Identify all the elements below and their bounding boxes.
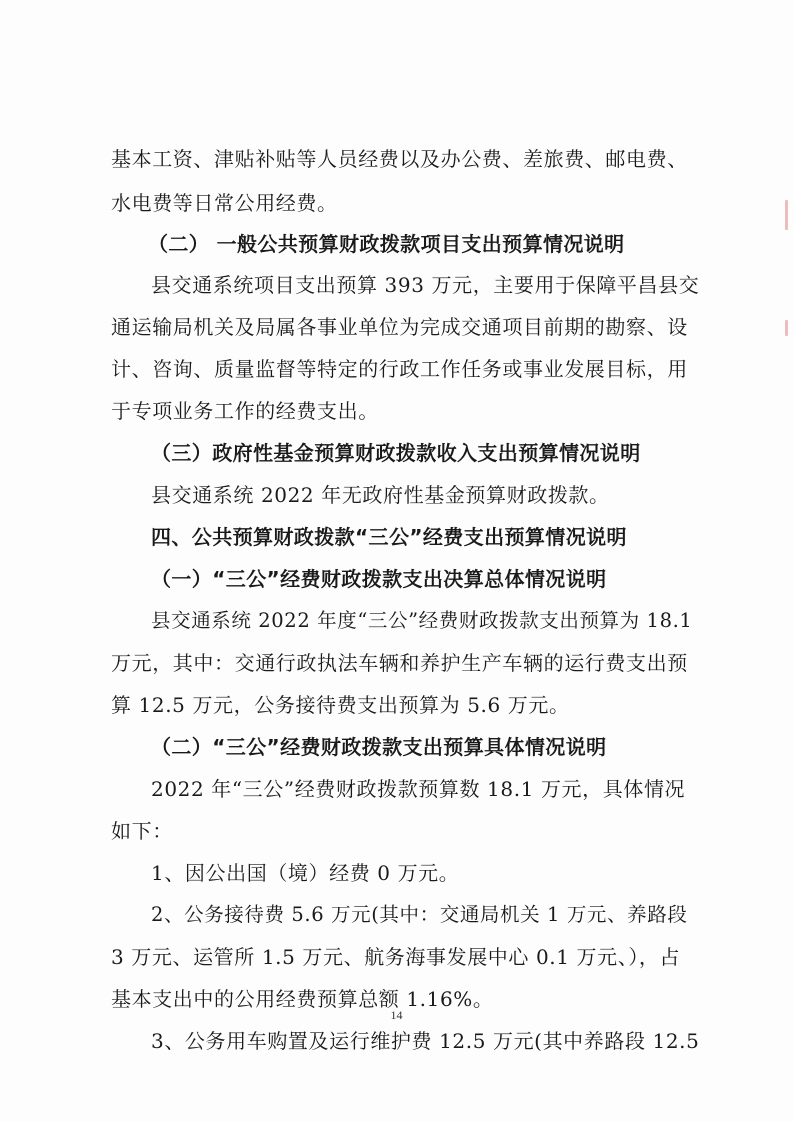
body-text-line: 计、咨询、质量监督等特定的行政工作任务或事业发展目标，用 — [111, 357, 688, 381]
body-text-line: 2022 年“三公”经费财政拨款预算数 18.1 万元，具体情况 — [151, 777, 686, 801]
binding-mark — [785, 200, 788, 230]
body-text-line: 如下： — [111, 819, 173, 843]
body-text-line: 县交通系统项目支出预算 393 万元，主要用于保障平昌县交 — [151, 273, 700, 297]
body-text-line: 通运输局机关及局属各事业单位为完成交通项目前期的勘察、设 — [111, 315, 688, 339]
body-text-line: 于专项业务工作的经费支出。 — [111, 399, 379, 423]
binding-mark — [785, 320, 788, 336]
section-heading: （一）“三公”经费财政拨款支出决算总体情况说明 — [151, 567, 607, 591]
section-heading: （二）“三公”经费财政拨款支出预算具体情况说明 — [151, 735, 607, 759]
body-text-line: 3、公务用车购置及运行维护费 12.5 万元(其中养路段 12.5 — [151, 1029, 700, 1053]
section-heading: （二） 一般公共预算财政拨款项目支出预算情况说明 — [148, 232, 625, 256]
section-heading: （三）政府性基金预算财政拨款收入支出预算情况说明 — [151, 441, 641, 465]
body-text-line: 基本工资、津贴补贴等人员经费以及办公费、差旅费、邮电费、 — [111, 147, 688, 171]
body-text-line: 基本支出中的公用经费预算总额 1.16%。 — [111, 987, 494, 1011]
body-text-line: 3 万元、运管所 1.5 万元、航务海事发展中心 0.1 万元、），占 — [111, 945, 681, 969]
body-text-line: 水电费等日常公用经费。 — [111, 191, 338, 215]
body-text-line: 2、公务接待费 5.6 万元(其中：交通局机关 1 万元、养路段 — [151, 903, 688, 926]
section-heading: 四、公共预算财政拨款“三公”经费支出预算情况说明 — [151, 525, 627, 549]
body-text-line: 县交通系统 2022 年度“三公”经费财政拨款支出预算为 18.1 — [151, 609, 693, 632]
body-text-line: 县交通系统 2022 年无政府性基金预算财政拨款。 — [151, 483, 610, 507]
page-number: 14 — [390, 1008, 403, 1022]
body-text-line: 万元，其中：交通行政执法车辆和养护生产车辆的运行费支出预 — [111, 651, 688, 675]
body-text-line: 1、因公出国（境）经费 0 万元。 — [151, 861, 460, 885]
body-text-line: 算 12.5 万元，公务接待费支出预算为 5.6 万元。 — [111, 693, 570, 717]
